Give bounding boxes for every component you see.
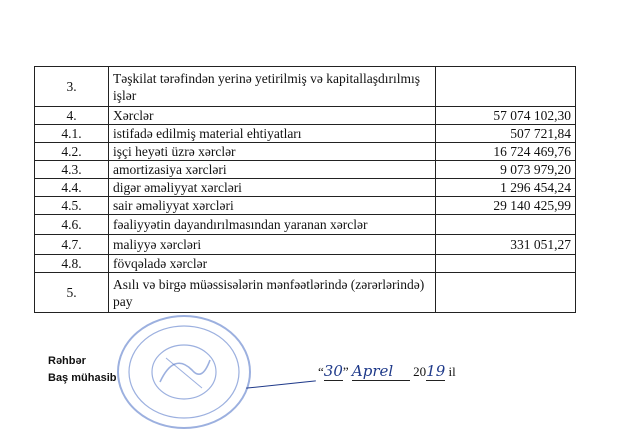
company-seal [110,312,258,432]
row-number: 4. [35,107,109,125]
table-row [35,125,576,143]
row-number: 4.6. [35,215,109,235]
row-amount: 16 724 469,76 [436,143,576,161]
row-amount [436,255,576,273]
row-amount: 9 073 979,20 [436,161,576,179]
row-amount [436,273,576,313]
row-name: Xərclər [109,107,436,125]
table-row [35,107,576,125]
table-row [35,67,576,107]
date-year-prefix: 20 [413,364,427,379]
row-name: istifadə edilmiş material ehtiyatları [109,125,436,143]
chief-accountant-label: Baş mühasib [48,372,117,384]
date-month: Aprel [352,362,410,381]
row-number: 4.3. [35,161,109,179]
row-name: Təşkilat tərəfindən yerinə yetirilmiş və kapitallaşdırılmış işlər [109,67,436,107]
table-row [35,215,576,235]
row-number: 4.7. [35,235,109,255]
row-number: 3. [35,67,109,107]
table-row [35,161,576,179]
date-suffix: il [448,364,456,379]
row-name: digər əməliyyat xərcləri [109,179,436,197]
row-name: işçi heyəti üzrə xərclər [109,143,436,161]
row-amount: 29 140 425,99 [436,197,576,215]
row-number: 4.1. [35,125,109,143]
row-number: 5. [35,273,109,313]
signing-date: “30” Aprel 2019 il [318,362,456,380]
head-signature-label: Rəhbər [48,355,86,367]
row-name: fəaliyyətin dayandırılmasından yaranan xərclər [109,215,436,235]
date-day: 30 [323,362,343,380]
table-row [35,197,576,215]
row-name: Asılı və birgə müəssisələrin mənfəətlərində (zərərlərində) pay [109,273,436,313]
table-row [35,255,576,273]
expense-table [34,66,576,313]
date-year-suffix: 19 [426,362,446,380]
row-number: 4.4. [35,179,109,197]
row-amount: 331 051,27 [436,235,576,255]
table-row [35,179,576,197]
row-name: fövqəladə xərclər [109,255,436,273]
expense-table-body [35,67,576,313]
table-row [35,235,576,255]
row-name: sair əməliyyat xərcləri [109,197,436,215]
table-row [35,143,576,161]
row-amount: 57 074 102,30 [436,107,576,125]
row-amount [436,67,576,107]
row-amount: 507 721,84 [436,125,576,143]
row-name: amortizasiya xərcləri [109,161,436,179]
row-amount [436,215,576,235]
row-number: 4.5. [35,197,109,215]
row-amount: 1 296 454,24 [436,179,576,197]
row-number: 4.8. [35,255,109,273]
table-row [35,273,576,313]
row-name: maliyyə xərcləri [109,235,436,255]
row-number: 4.2. [35,143,109,161]
